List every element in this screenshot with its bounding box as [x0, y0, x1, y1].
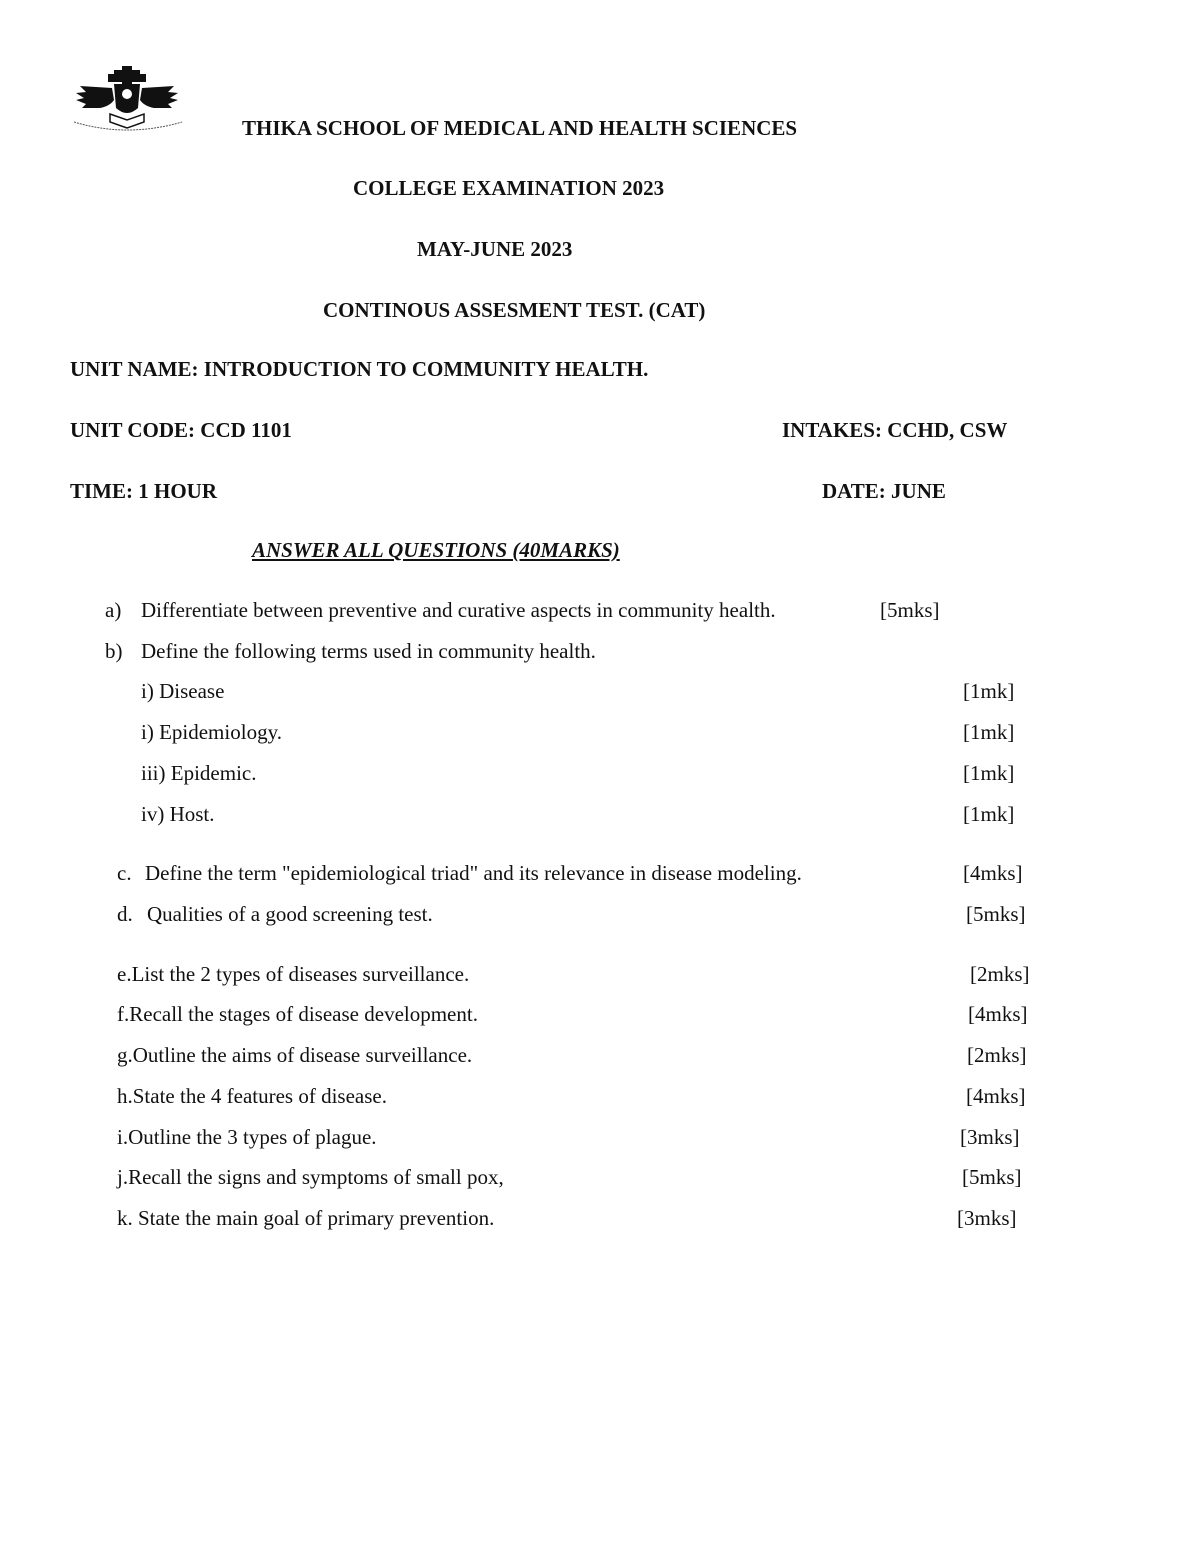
question-c-label: c.: [117, 861, 132, 885]
question-f-marks: [4mks]: [968, 1002, 1028, 1026]
school-crest-logo: [70, 66, 186, 136]
subquestion-epidemic: iii) Epidemic.: [141, 761, 257, 785]
exam-title: COLLEGE EXAMINATION 2023: [353, 176, 665, 200]
question-k-text: k. State the main goal of primary prevention.: [117, 1206, 495, 1230]
question-h-marks: [4mks]: [966, 1084, 1026, 1108]
question-b-label: b): [105, 639, 123, 663]
exam-time: TIME: 1 HOUR: [70, 479, 217, 503]
subquestion-epidemic-marks: [1mk]: [963, 761, 1015, 785]
question-i-text: i.Outline the 3 types of plague.: [117, 1125, 377, 1149]
exam-date: DATE: JUNE: [822, 479, 946, 503]
school-name: THIKA SCHOOL OF MEDICAL AND HEALTH SCIENCES: [242, 116, 798, 140]
unit-name: UNIT NAME: INTRODUCTION TO COMMUNITY HEALTH.: [70, 357, 649, 381]
question-i-marks: [3mks]: [960, 1125, 1020, 1149]
subquestion-host: iv) Host.: [141, 802, 215, 826]
question-h-text: h.State the 4 features of disease.: [117, 1084, 387, 1108]
question-g-marks: [2mks]: [967, 1043, 1027, 1067]
question-a-marks: [5mks]: [880, 598, 940, 622]
subquestion-host-marks: [1mk]: [963, 802, 1015, 826]
question-b-text: Define the following terms used in community health.: [141, 639, 596, 663]
question-k-marks: [3mks]: [957, 1206, 1017, 1230]
question-d-text: Qualities of a good screening test.: [147, 902, 433, 926]
question-j-text: j.Recall the signs and symptoms of small pox,: [117, 1165, 504, 1189]
subquestion-disease: i) Disease: [141, 679, 225, 703]
question-d-label: d.: [117, 902, 133, 926]
test-title: CONTINOUS ASSESMENT TEST. (CAT): [323, 298, 706, 322]
intakes: INTAKES: CCHD, CSW: [782, 418, 1008, 442]
exam-session: MAY-JUNE 2023: [417, 237, 573, 261]
question-e-marks: [2mks]: [970, 962, 1030, 986]
question-j-marks: [5mks]: [962, 1165, 1022, 1189]
question-c-marks: [4mks]: [963, 861, 1023, 885]
subquestion-disease-marks: [1mk]: [963, 679, 1015, 703]
subquestion-epidemiology: i) Epidemiology.: [141, 720, 282, 744]
question-a-text: Differentiate between preventive and curative aspects in community health.: [141, 598, 776, 622]
subquestion-epidemiology-marks: [1mk]: [963, 720, 1015, 744]
question-g-text: g.Outline the aims of disease surveillance.: [117, 1043, 473, 1067]
question-a-label: a): [105, 598, 122, 622]
instructions: ANSWER ALL QUESTIONS (40MARKS): [252, 538, 620, 562]
question-c-text: Define the term "epidemiological triad" and its relevance in disease modeling.: [145, 861, 802, 885]
question-d-marks: [5mks]: [966, 902, 1026, 926]
unit-code: UNIT CODE: CCD 1101: [70, 418, 292, 442]
question-f-text: f.Recall the stages of disease development.: [117, 1002, 478, 1026]
question-e-text: e.List the 2 types of diseases surveillance.: [117, 962, 470, 986]
